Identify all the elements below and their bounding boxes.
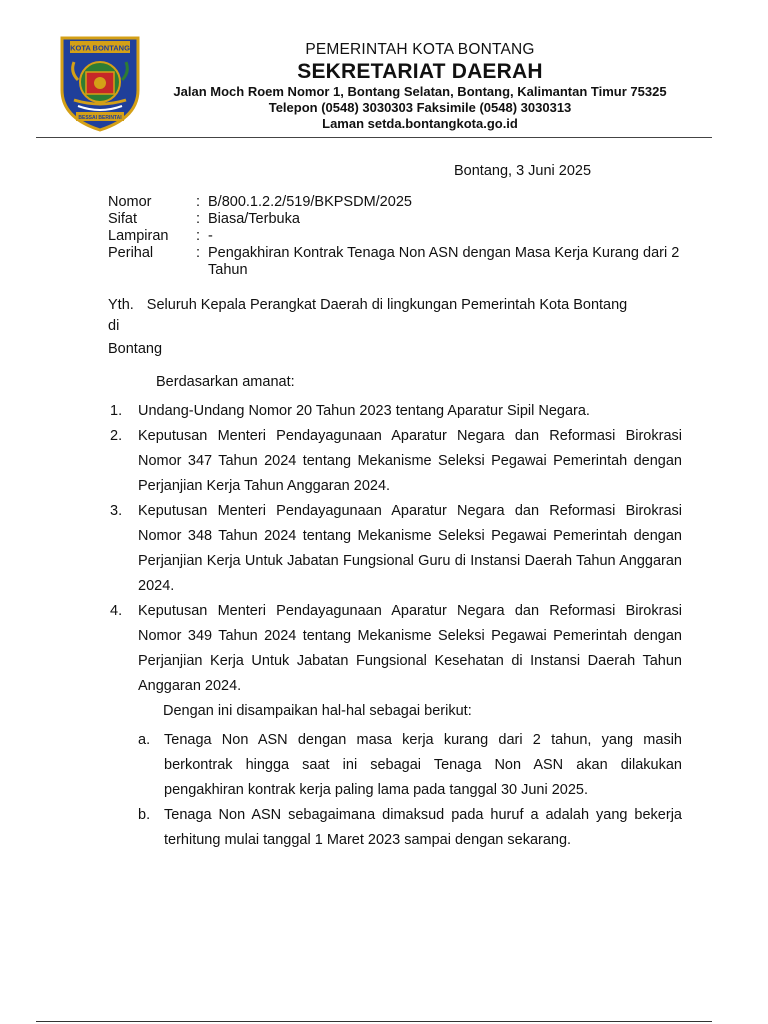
addressee-city: Bontang: [108, 341, 163, 357]
city-emblem-icon: [56, 32, 144, 132]
list-text: Tenaga Non ASN dengan masa kerja kurang dari 2 tahun, yang masih berkontrak hingga saat ini sebagai Tenaga Non ASN akan dilakukan pengakhiran kontrak kerja paling lama pada tanggal 30 Juni 2025.: [164, 732, 682, 798]
list-item: [110, 599, 682, 699]
basis-intro: Berdasarkan amanat:: [156, 374, 295, 390]
addressee-di: di: [108, 318, 120, 334]
page-bottom-divider: [36, 1021, 712, 1022]
letterhead: [160, 40, 680, 132]
list-item: [110, 399, 682, 424]
list-item: [110, 499, 682, 599]
meta-key: Sifat: [108, 211, 138, 227]
office-address: Jalan Moch Roem Nomor 1, Bontang Selatan, Bontang, Kalimantan Timur 75325: [173, 84, 667, 99]
emblem-bottom-text: BESSAI BERINTAI: [78, 115, 122, 121]
meta-row-perihal: [108, 245, 698, 279]
list-item: [110, 424, 682, 499]
salutation: Yth.: [108, 297, 134, 313]
recipient: Seluruh Kepala Perangkat Daerah di lingkungan Pemerintah Kota Bontang: [146, 297, 628, 313]
meta-row-sifat: [108, 211, 698, 228]
office-phone: Telepon (0548) 3030303 Faksimile (0548) 3030313: [268, 100, 572, 115]
meta-sep: :: [196, 211, 201, 227]
list-number: 1.: [110, 403, 123, 419]
meta-value: -: [208, 228, 213, 244]
letterhead-divider: [36, 137, 712, 138]
office-website: Laman setda.bontangkota.go.id: [322, 116, 518, 131]
points-intro: Dengan ini disampaikan hal-hal sebagai berikut:: [163, 703, 472, 719]
list-letter: a.: [138, 732, 151, 748]
meta-value: Pengakhiran Kontrak Tenaga Non ASN dengan Masa Kerja Kurang dari 2 Tahun: [208, 245, 680, 278]
addressee: [108, 293, 708, 317]
points-list: [138, 728, 682, 853]
list-item: [138, 803, 682, 853]
list-number: 2.: [110, 428, 123, 444]
meta-sep: :: [196, 245, 201, 261]
meta-row-lampiran: [108, 228, 698, 245]
list-number: 4.: [110, 603, 123, 619]
list-letter: b.: [138, 807, 151, 823]
list-text: Tenaga Non ASN sebagaimana dimaksud pada huruf a adalah yang bekerja terhitung mulai tanggal 1 Maret 2023 sampai dengan sekarang.: [164, 807, 682, 848]
meta-key: Perihal: [108, 245, 154, 261]
list-item: [138, 728, 682, 803]
emblem-top-text: KOTA BONTANG: [70, 43, 130, 53]
city-emblem: [56, 32, 144, 132]
list-text: Keputusan Menteri Pendayagunaan Aparatur Negara dan Reformasi Birokrasi Nomor 347 Tahun 2024 tentang Mekanisme Seleksi Pegawai Pemerintah dengan Perjanjian Kerja Tahun Anggaran 2024.: [138, 428, 682, 494]
government-name: PEMERINTAH KOTA BONTANG: [305, 41, 535, 58]
letter-date: Bontang, 3 Juni 2025: [454, 163, 592, 179]
meta-value: B/800.1.2.2/519/BKPSDM/2025: [208, 194, 412, 210]
meta-sep: :: [196, 228, 201, 244]
list-text: Keputusan Menteri Pendayagunaan Aparatur Negara dan Reformasi Birokrasi Nomor 349 Tahun 2024 tentang Mekanisme Seleksi Pegawai Pemerintah dengan Perjanjian Kerja Untuk Jabatan Fungsional Kesehatan di Instansi Daerah Tahun Anggaran 2024.: [138, 603, 682, 694]
office-name: SEKRETARIAT DAERAH: [297, 60, 543, 83]
meta-value: Biasa/Terbuka: [208, 211, 300, 227]
meta-row-nomor: [108, 194, 698, 211]
list-text: Keputusan Menteri Pendayagunaan Aparatur Negara dan Reformasi Birokrasi Nomor 348 Tahun 2024 tentang Mekanisme Seleksi Pegawai Pemerintah dengan Perjanjian Kerja Untuk Jabatan Fungsional Guru di Instansi Daerah Tahun Anggaran 2024.: [138, 503, 682, 594]
meta-key: Lampiran: [108, 228, 169, 244]
list-text: Undang-Undang Nomor 20 Tahun 2023 tentang Aparatur Sipil Negara.: [138, 403, 590, 419]
meta-sep: :: [196, 194, 201, 210]
meta-key: Nomor: [108, 194, 152, 210]
letter-meta: [108, 194, 698, 279]
basis-list: [110, 399, 682, 699]
list-number: 3.: [110, 503, 123, 519]
